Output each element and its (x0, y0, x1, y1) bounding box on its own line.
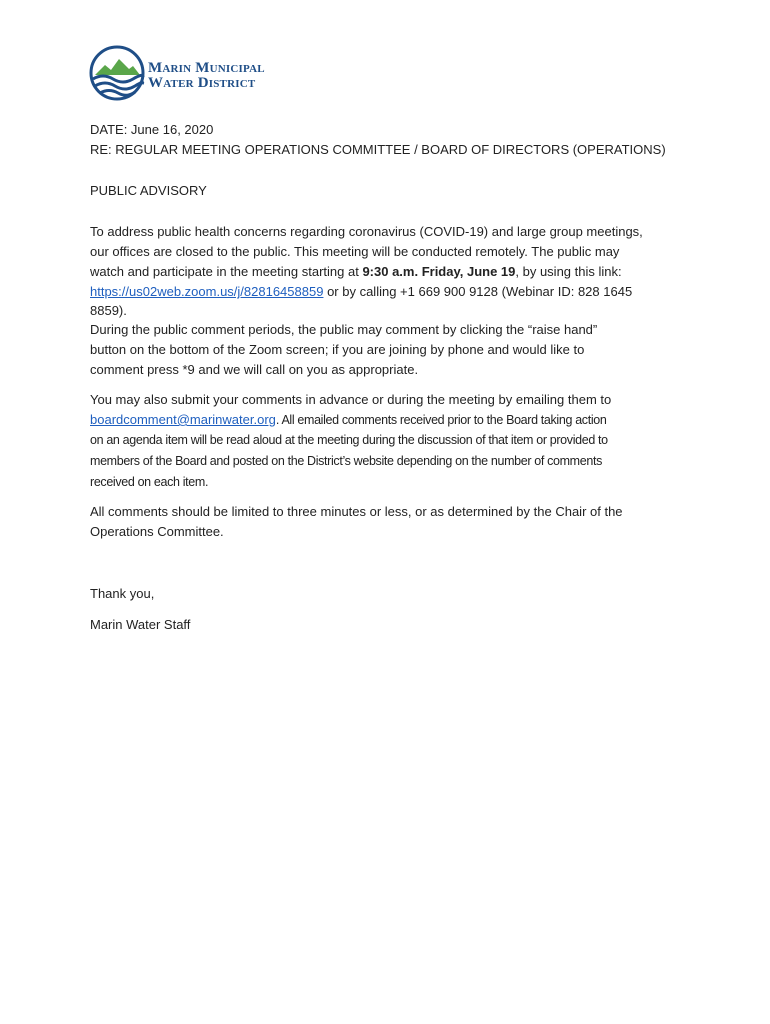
paragraph-1-line-4-post: or by calling +1 669 900 9128 (Webinar ID: 828 1645 (323, 284, 633, 299)
paragraph-1-line-1: To address public health concerns regarding coronavirus (COVID-19) and large group meetings, (90, 224, 643, 239)
paragraph-1-line-2: our offices are closed to the public. This meeting will be conducted remotely. The public may (90, 244, 620, 259)
paragraph-1-line-3-pre: watch and participate in the meeting starting at (90, 264, 363, 279)
paragraph-3-line-3: on an agenda item will be read aloud at the meeting during the discussion of that item or provided to (90, 433, 608, 447)
logo-name-line-1: Marin Municipal (148, 60, 265, 76)
paragraph-1-line-5: 8859). (90, 303, 127, 318)
zoom-link[interactable]: https://us02web.zoom.us/j/82816458859 (90, 284, 324, 299)
signature-line: Marin Water Staff (90, 617, 191, 632)
paragraph-1-line-4 (90, 282, 690, 302)
paragraph-2-line-3: comment press *9 and we will call on you as appropriate. (90, 362, 419, 377)
water-district-logo-icon (89, 45, 145, 101)
logo-wordmark (148, 61, 265, 91)
paragraph-4-line-1: All comments should be limited to three minutes or less, or as determined by the Chair of the (90, 504, 623, 519)
logo-name-line-2: Water District (148, 75, 256, 91)
paragraph-2-line-1: During the public comment periods, the public may comment by clicking the “raise hand” (90, 322, 598, 337)
paragraph-3-line-4: members of the Board and posted on the District’s website depending on the number of comments (90, 454, 602, 468)
district-logo (89, 45, 274, 103)
paragraph-3-line-2 (90, 410, 690, 431)
paragraph-4-line-2: Operations Committee. (90, 524, 224, 539)
advisory-title: PUBLIC ADVISORY (90, 183, 207, 198)
paragraph-3-line-1: You may also submit your comments in advance or during the meeting by emailing them to (90, 392, 612, 407)
paragraph-3-line-5: received on each item. (90, 475, 209, 489)
closing-line: Thank you, (90, 586, 155, 601)
meeting-time: 9:30 a.m. Friday, June 19 (362, 264, 516, 279)
date-line: DATE: June 16, 2020 (90, 122, 214, 137)
paragraph-2-line-2: button on the bottom of the Zoom screen; if you are joining by phone and would like to (90, 342, 585, 357)
re-line: RE: REGULAR MEETING OPERATIONS COMMITTEE / BOARD OF DIRECTORS (OPERATIONS) (90, 142, 666, 157)
paragraph-1-line-3 (90, 262, 690, 282)
paragraph-3-line-2-post: . All emailed comments received prior to the Board taking action (275, 413, 607, 427)
email-link[interactable]: boardcomment@marinwater.org (90, 412, 276, 427)
paragraph-1-line-3-post: , by using this link: (515, 264, 622, 279)
